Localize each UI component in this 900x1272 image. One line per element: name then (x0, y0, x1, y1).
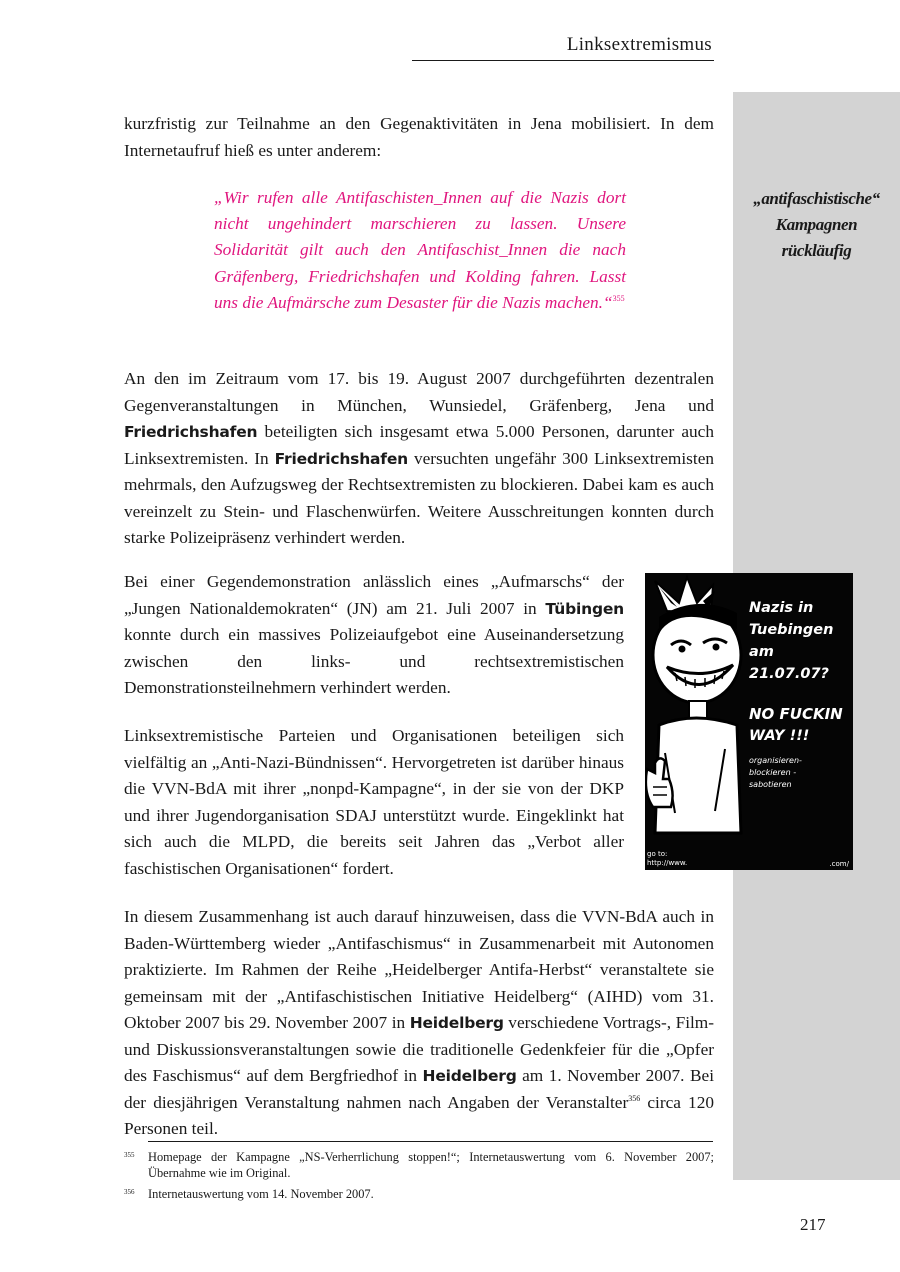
margin-note (735, 186, 898, 264)
place-heidelberg-2: Heidelberg (422, 1067, 517, 1085)
footnote-text: Homepage der Kampagne „NS-Verherrlichung stoppen!“; Internetauswertung vom 6. November 2007; Übernahme wie im Original. (148, 1150, 714, 1180)
flyer-line-1: Nazis in (749, 600, 814, 616)
paragraph-3-text-a: Bei einer Gegendemonstration anlässlich eines „Aufmarschs“ der „Jungen Nationaldemokraten“ (JN) am 21. Juli 2007 in (124, 572, 624, 618)
footnote-text: Internetauswertung vom 14. November 2007. (148, 1187, 374, 1201)
footnote-number: 356 (124, 1188, 135, 1196)
blockquote (214, 185, 626, 316)
flyer-footer-right: .com/ (829, 860, 849, 868)
paragraph-2-text-a: An den im Zeitraum vom 17. bis 19. August 2007 durchgeführten dezentralen Gegenveranstaltungen in München, Wunsiedel, Gräfenberg, Jena und (124, 369, 714, 415)
place-friedrichshafen-2: Friedrichshafen (274, 449, 408, 468)
paragraph-3-text-b: konnte durch ein massives Polizeiaufgebot eine Auseinandersetzung zwischen den links- und rechtsextremistischen Demonstrationsteilnehmern verhindert werden. (124, 625, 624, 697)
footnote-356 (124, 1186, 714, 1202)
flyer-small-3: sabotieren (749, 780, 792, 789)
footnote-number: 355 (124, 1151, 135, 1159)
flyer-footer-left (647, 850, 687, 868)
quote-text: „Wir rufen alle Antifaschisten_Innen auf die Nazis dort nicht ungehindert marschieren zu lassen. Unsere Solidarität gilt auch den Antifaschist_Innen die nach Gräfenberg, Friedrichshafen und Kolding fahren. Lasst uns die Aufmärsche zum Desaster für die Nazis machen.“ (214, 188, 626, 312)
protest-flyer-image (645, 573, 853, 870)
flyer-line-2: Tuebingen (749, 622, 834, 638)
paragraph-1: kurzfristig zur Teilnahme an den Gegenaktivitäten in Jena mobilisiert. In dem Internetaufruf hieß es unter anderem: (124, 114, 714, 160)
page-number: 217 (800, 1215, 826, 1234)
place-friedrichshafen: Friedrichshafen (124, 423, 258, 441)
paragraph-2 (124, 366, 714, 552)
flyer-line-4: NO FUCKIN (749, 705, 843, 723)
margin-note-line3: rückläufig (781, 241, 852, 260)
margin-note-line1: „antifaschistische“ (753, 189, 880, 208)
paragraph-5-text-a: In diesem Zusammenhang ist auch darauf hinzuweisen, dass die VVN-BdA auch in Baden-Württemberg wieder „Antifaschismus“ in Zusammenarbeit mit Autonomen praktizierte. Im Rahmen der Reihe „Heidelberger Antifa-Herbst“ veranstaltete sie gemeinsam mit der „Antifaschistischen Initiative Heidelberg“ (AIHD) vom 31. Oktober 2007 bis 29. November 2007 in (124, 907, 714, 1032)
paragraph-5-text-d: circa 120 Personen teil. (124, 1092, 714, 1138)
paragraph-5-text-c: am 1. November 2007. Bei der diesjährigen Veranstaltung nahmen nach Angaben der Veranstalter (124, 1066, 715, 1112)
header-rule (412, 60, 714, 61)
footnote-ref-355[interactable]: 355 (612, 294, 625, 304)
footnote-rule (148, 1141, 713, 1142)
footnote-355 (124, 1149, 714, 1181)
paragraph-5 (124, 904, 714, 1143)
place-heidelberg: Heidelberg (409, 1014, 504, 1032)
flyer-footer-url: http://www. (647, 859, 688, 867)
paragraph-3 (124, 569, 624, 702)
footnote-ref-356[interactable]: 356 (628, 1093, 641, 1103)
flyer-footer-goto: go to: (647, 850, 668, 858)
margin-note-line2: Kampagnen (775, 215, 858, 234)
flyer-small-2: blockieren - (749, 768, 797, 777)
running-header: Linksextremismus (566, 34, 712, 55)
flyer-subtext (749, 755, 802, 791)
place-tuebingen: Tübingen (545, 599, 624, 618)
paragraph-5-text-b: verschiedene Vortrags-, Film- und Diskussionsveranstaltungen sowie die traditionelle Gedenkfeier für die „Opfer des Faschismus“ auf dem Bergfriedhof in (124, 1013, 714, 1085)
flyer-line-5: WAY !!! (749, 728, 810, 744)
flyer-line-3: am 21.07.07? (749, 644, 829, 682)
flyer-small-1: organisieren- (749, 756, 802, 765)
flyer-headline (749, 597, 853, 747)
paragraph-2-text-c: versuchten ungefähr 300 Linksextremisten mehrmals, den Aufzugsweg der Rechtsextremisten zu blockieren. Dabei kam es auch vereinzelt zu Stein- und Flaschenwürfen. Weitere Ausschreitungen konnten durch starke Polizeipräsenz verhindert werden. (124, 448, 714, 547)
paragraph-2-text-b: beteiligten sich insgesamt etwa 5.000 Personen, darunter auch Linksextremisten. In (124, 422, 714, 468)
paragraph-4: Linksextremistische Parteien und Organisationen beteiligen sich vielfältig an „Anti-Nazi-Bündnissen“. Hervorgetreten ist darüber hinaus die VVN-BdA mit ihrer „nonpd-Kampagne“, in der sie von der DKP und ihrer Jugendorganisation SDAJ unterstützt wurde. Eingeklinkt hat sich auch die MLPD, die bereits seit Jahren das „Verbot aller faschistischen Organisationen“ fordert. (124, 726, 624, 878)
